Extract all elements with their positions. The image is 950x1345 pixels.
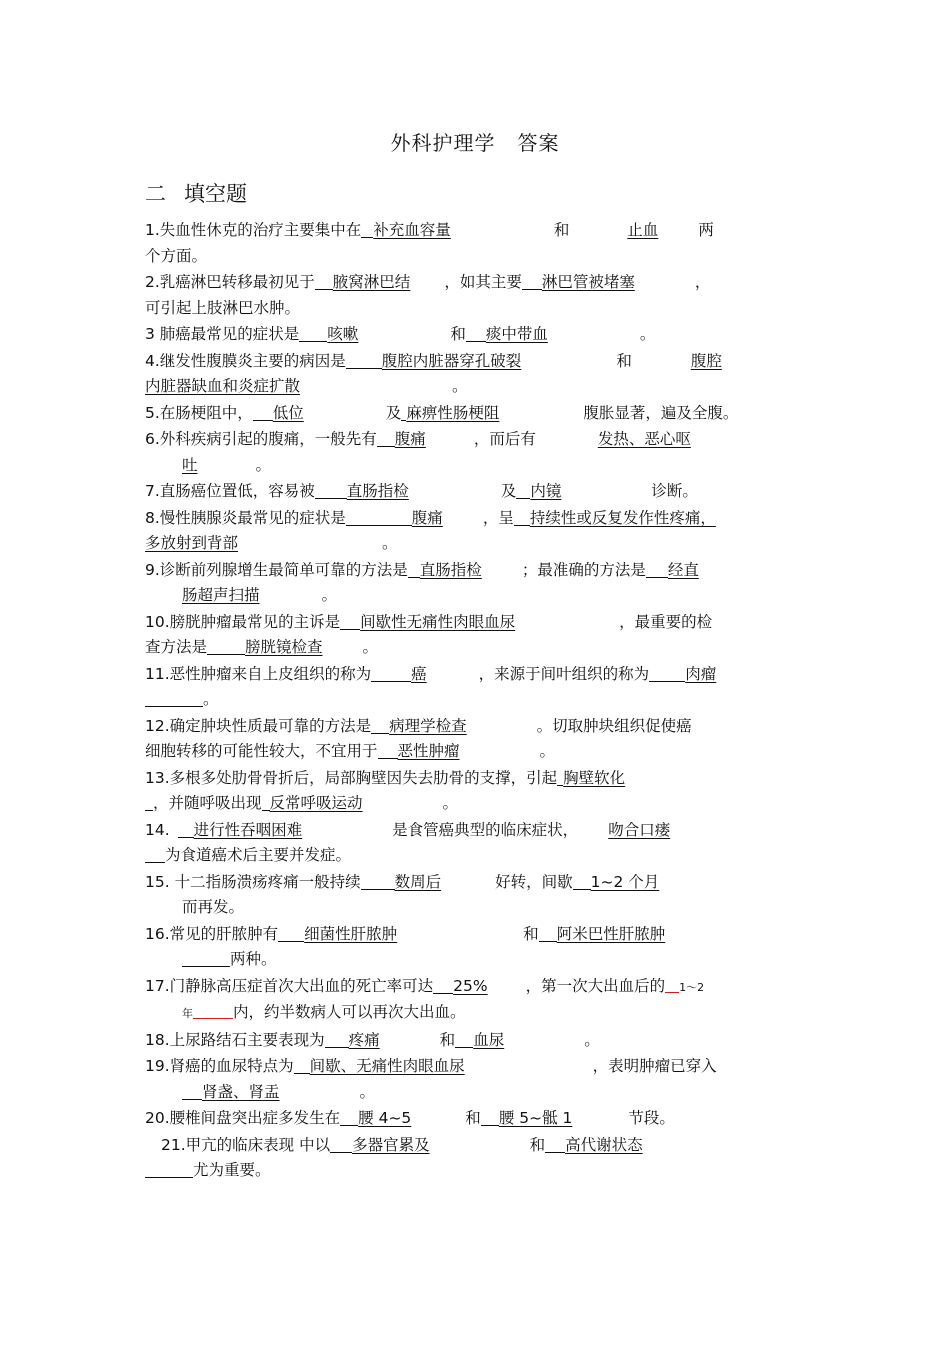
answer-blank [273,401,386,427]
question-text: 20.腰椎间盘突出症多发生在 [145,1109,341,1127]
question-text: 腹胀显著，遍及全腹。 [583,403,739,422]
answer-text: 数周后 [394,872,442,891]
answer-blank-cont [145,531,382,557]
answer-text: 吐 [182,455,198,474]
question-text: 和 [529,1135,546,1154]
answer-blank [352,1133,530,1159]
question-10 [145,610,807,661]
question-text: 两种。 [230,950,277,968]
answer-blank-red [665,978,679,993]
question-5 [145,401,807,427]
question-text: 8.慢性胰腺炎最常见的症状是 [145,508,346,527]
question-text: 3 肺癌最常见的症状是 [145,325,300,343]
question-text: 10.膀胱肿瘤最常见的主诉是 [145,612,341,631]
question-text: 和 [465,1109,481,1127]
answer-text: 年 [182,1007,193,1020]
answer-text: 吻合口瘘 [608,820,671,839]
answer-text: 内脏器缺血和炎症扩散 [145,377,301,395]
question-text: 14. [145,820,170,839]
question-1 [145,218,807,269]
answer-blank [569,218,698,244]
answer-text: 高代谢状态 [565,1135,643,1154]
answer-blank [395,870,496,896]
answer-blank [411,662,479,688]
answer-blank [473,1028,584,1054]
question-21 [145,1133,807,1184]
question-text: ，并随呼吸出现 [153,794,262,812]
question-text: ，呈 [482,508,514,527]
question-4 [145,349,807,400]
answer-text: 腹腔 [690,351,722,370]
answer-text: 补充血容量 [373,221,451,239]
answer-blank [349,1028,440,1054]
page-title [0,127,950,156]
answer-blank [542,270,695,296]
question-6 [145,427,807,478]
question-text: 12.确定肿块性质最可靠的方法是 [145,716,372,735]
answer-text: 间歇性无痛性肉眼血尿 [360,612,516,631]
question-text: 。 [359,1082,376,1101]
question-text: 9.诊断前列腺增生最简单可靠的方法是 [145,560,408,579]
answer-blank [373,218,554,244]
answer-blank [536,427,691,453]
answer-text: 经直 [667,560,699,579]
answer-text: 发热、恶心呕 [597,430,691,448]
section-name: 填空题 [184,182,247,206]
question-text: 。 [452,377,468,395]
question-19 [145,1054,807,1105]
answer-blank [270,791,443,817]
answer-blank [347,479,501,505]
question-text: 及 [385,403,402,422]
answer-text: 癌 [411,664,427,683]
answer-blank [304,922,523,948]
answer-blank [578,818,734,844]
question-text: ， [694,273,711,291]
question-text: 节段。 [628,1109,675,1127]
answer-blank [202,1080,360,1106]
question-text: 。切取肿块组织促使癌 [536,716,692,735]
question-12 [145,714,807,765]
question-8 [145,506,807,557]
answer-blank [530,479,651,505]
question-text: 。 [203,690,219,708]
question-text: 和 [439,1030,456,1049]
answer-text: 痰中带血 [485,325,548,343]
question-text: 17.门静脉高压症首次大出血的死亡率可达 [145,976,434,995]
question-text: 尤为重要。 [193,1161,271,1179]
answer-blank [382,349,617,375]
answer-blank [245,635,363,661]
answer-blank [333,270,445,296]
answer-blank [395,427,474,453]
question-text: 5.在肠梗阻中， [145,403,253,422]
question-text: ，如其主要 [444,273,522,291]
question-text: 及 [500,482,517,500]
answer-text: 病理学检查 [389,716,467,735]
question-text: 13.多根多处肋骨骨折后，局部胸壁因失去肋骨的支撑，引起 [145,768,558,787]
answer-blank [668,558,699,584]
answer-text: 止血 [627,221,659,239]
question-text: 。 [442,794,459,812]
answer-text: 腋窝淋巴结 [332,273,411,291]
question-text: ，表明肿瘤已穿入 [592,1057,717,1075]
answer-blank-cont [145,794,153,811]
question-text: 可引起上肢淋巴水肿。 [145,298,301,317]
question-text: 。 [362,638,379,656]
answer-text: 腹痛 [411,508,443,527]
question-text: ，最重要的检 [619,612,713,631]
section-heading [145,178,247,208]
question-text: 和 [450,325,466,343]
question-13 [145,766,807,817]
question-text: 4.继发性腹膜炎主要的病因是 [145,351,346,370]
question-text: 是食管癌典型的临床症状， [392,820,579,839]
question-text: ，而后有 [473,430,536,448]
answer-text: 恶性肿瘤 [397,742,460,760]
question-15 [145,870,807,921]
question-text: 21.甲亢的临床表现 中以 [161,1135,331,1154]
answer-text: 持续性或反复发作性疼痛， [529,508,716,527]
answer-blank [389,714,537,740]
answer-text: 多放射到背部 [145,534,239,552]
question-text: ；最准确的方法是 [521,560,646,579]
answer-text: 淋巴管被堵塞 [541,273,635,291]
question-text: 7.直肠癌位置低，容易被 [145,482,315,500]
answer-blank [591,870,740,896]
question-20 [145,1106,807,1132]
answer-text: 25% [453,976,488,995]
answer-blank [398,739,540,765]
question-text: 和 [616,351,632,370]
question-text: 和 [523,924,539,943]
question-2 [145,270,807,321]
answer-blank-red [193,1004,233,1019]
answer-blank [412,506,483,532]
answer-blank [360,610,619,636]
title-answer: 答案 [517,131,560,155]
answer-text: 阿米巴性肝脓肿 [556,924,666,943]
answer-text: 咳嗽 [327,325,359,343]
answer-blank-cont [145,374,452,400]
question-text: 细胞转移的可能性较大，不宜用于 [145,742,378,760]
answer-text: 腹痛 [394,430,426,448]
answer-blank [310,1054,593,1080]
question-text: 1.失血性休克的治疗主要集中在 [145,221,362,239]
answer-text: 进行性吞咽困难 [193,820,303,839]
answer-blank [685,662,738,688]
answer-text: 细菌性肝脓肿 [304,924,398,943]
question-text: 个方面。 [145,246,208,265]
answer-text: 疼痛 [348,1030,380,1049]
question-text: 18.上尿路结石主要表现为 [145,1030,325,1049]
question-text: 。 [539,742,556,760]
question-text: ，来源于间叶组织的称为 [478,664,650,683]
answer-blank-cont [182,583,322,609]
title-subject: 外科护理学 [390,131,496,155]
question-text: 内，约半数病人可以再次大出血。 [233,1003,466,1021]
question-text: 诊断。 [651,482,698,500]
answer-blank-cont [182,950,230,967]
question-text: 而再发。 [182,898,245,916]
question-18 [145,1028,807,1054]
answer-text: 肠超声扫描 [182,586,260,604]
question-text: 。 [584,1030,600,1049]
answer-text: 腰 5~骶 1 [498,1109,573,1127]
answer-blank [563,766,705,792]
answer-text: 反常呼吸运动 [269,794,363,812]
answer-blank [453,974,525,1000]
answer-text: 麻痹性肠梗阻 [406,403,500,422]
question-text: 2.乳癌淋巴转移最初见于 [145,273,315,291]
answer-text: 腹腔内脏器穿孔破裂 [381,351,522,370]
answer-text: 膀胱镜检查 [245,638,323,656]
answer-text: 血尿 [473,1030,505,1049]
answer-text: 1～2 [679,980,705,994]
answer-blank [358,1106,465,1132]
answer-blank [632,349,722,375]
answer-text: 胸壁软化 [563,768,626,787]
answer-blank [530,506,716,532]
question-17 [145,974,807,1027]
answer-text: 1~2 个月 [590,872,660,891]
question-text: 6.外科疾病引起的腹痛，一般先有 [145,430,377,448]
question-9 [145,558,807,609]
question-text: 查方法是 [145,638,208,656]
question-text: 好转，间歇 [495,872,573,891]
answer-blank-cont [145,1161,193,1178]
answer-blank-cont [145,846,165,863]
question-text: 为食道癌术后主要并发症。 [165,846,352,864]
answer-blank [406,401,583,427]
question-text: 。 [321,586,338,604]
answer-blank [194,818,393,844]
answer-blank [557,922,732,948]
question-text: 。 [639,325,656,343]
question-16 [145,922,807,973]
answer-text: 肾盏、肾盂 [202,1082,280,1101]
answer-blank-cont [182,453,256,479]
answer-text: 间歇、无痛性肉眼血尿 [309,1057,465,1075]
section-number: 二 [145,182,166,206]
question-text: 。 [382,534,398,552]
question-7 [145,479,807,505]
answer-text: 低位 [272,403,304,422]
question-text: 15. 十二指肠溃疡疼痛一般持续 [145,872,361,891]
answer-text: 肉瘤 [685,664,717,683]
answer-blank [499,1106,629,1132]
question-14 [145,818,807,869]
answer-blank [486,322,640,348]
answer-text: 内镜 [530,482,562,500]
question-text: 和 [553,221,570,239]
answer-text: 多器官累及 [352,1135,430,1154]
answer-text: 直肠指检 [419,560,482,579]
question-text: ，第一次大出血后的 [525,976,666,995]
answer-blank-cont [145,690,203,707]
answer-text: 腰 4~5 [358,1109,412,1127]
question-text: 两 [698,221,714,239]
answer-blank [565,1133,761,1159]
question-text: 11.恶性肿瘤来自上皮组织的称为 [145,664,372,683]
question-11 [145,662,807,713]
question-text: 19.肾癌的血尿特点为 [145,1057,294,1075]
answer-blank [420,558,522,584]
question-list [145,218,807,1185]
answer-blank [327,322,450,348]
question-text: 。 [255,455,272,474]
answer-text: 直肠指检 [346,482,409,500]
question-text: 16.常见的肝脓肿有 [145,924,279,943]
question-3 [145,322,807,348]
